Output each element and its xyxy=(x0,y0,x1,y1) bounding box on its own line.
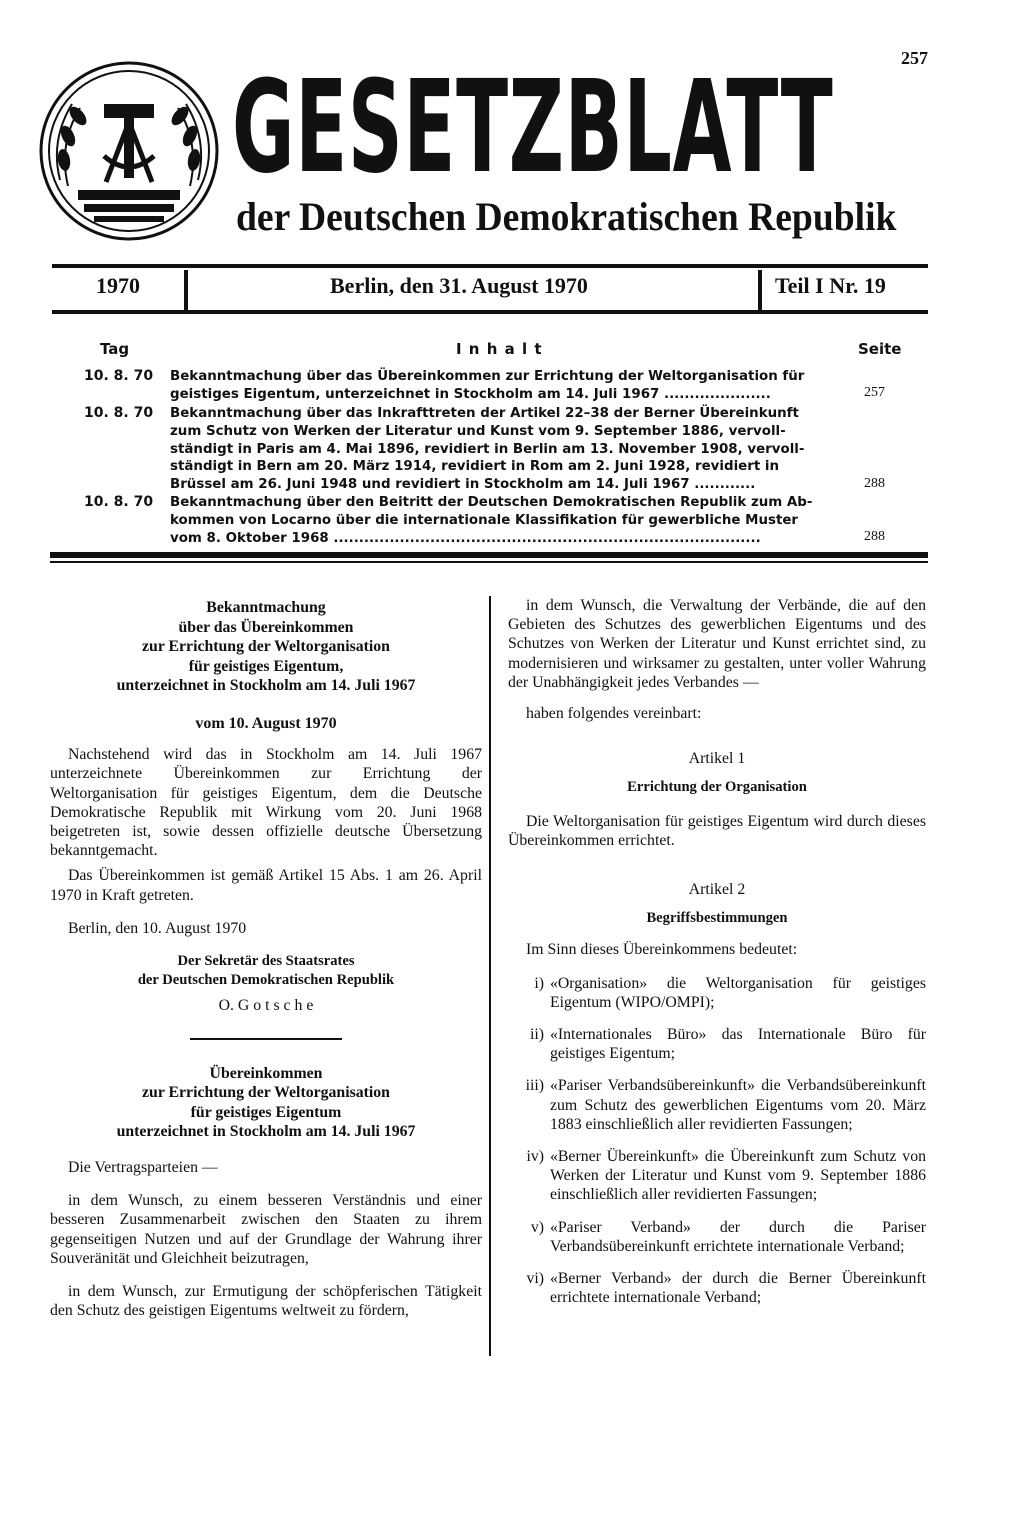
signer-title-line: Der Sekretär des Staatsrates xyxy=(177,953,355,969)
masthead-title: GESETZBLATT xyxy=(232,53,834,202)
parties-line: Die Vertragsparteien — xyxy=(68,1158,218,1176)
list-item-number: iv) xyxy=(526,1148,544,1166)
toc-entry-text xyxy=(170,494,822,547)
masthead-subtitle: der Deutschen Demokratischen Republik xyxy=(236,194,897,239)
treaty-title xyxy=(50,1064,482,1142)
article-text: Die Weltorganisation für geistiges Eigentum wird durch dieses Übereinkommen errichtet. xyxy=(508,812,926,849)
issue-date: Berlin, den 31. August 1970 xyxy=(330,273,588,298)
toc-entry-page: 288 xyxy=(864,476,885,491)
list-item-number: iii) xyxy=(525,1077,544,1095)
toc-entry-date: 10. 8. 70 xyxy=(84,494,154,510)
list-item xyxy=(508,1076,926,1134)
toc-entry-date: 10. 8. 70 xyxy=(84,405,154,421)
toc-separator-rule xyxy=(50,552,928,558)
treaty-title-line: Übereinkommen xyxy=(209,1064,323,1082)
notice-paragraph: Nachstehend wird das in Stockholm am 14. Juli 1967 unterzeichnete Übereinkommen zur Errichtung der Weltorganisation für geistiges Eigentum, dem die Deutsche Demokratische Republik mit Wirkung vom 20. Juni 1968 beigetreten ist, sowie dessen offizielle deutsche Übersetzung bekanntgemacht. xyxy=(50,746,482,860)
definition-list xyxy=(508,974,926,1308)
list-item-text: «Berner Übereinkunft» die Übereinkunft zum Schutz von Werken der Literatur und Kunst vom 9. September 1886 einschließlich aller revidierten Fassungen; xyxy=(550,1148,926,1204)
issue-year: 1970 xyxy=(96,273,140,298)
list-item-number: v) xyxy=(530,1218,544,1236)
list-item xyxy=(508,1025,926,1063)
article-label: Artikel 2 xyxy=(688,881,746,899)
list-item xyxy=(508,1218,926,1256)
toc-entry-line: kommen von Locarno über die internationale Klassifikation für gewerbliche Muster xyxy=(170,512,799,528)
article-title: Errichtung der Organisation xyxy=(627,779,807,796)
list-item-number: i) xyxy=(534,974,544,992)
recital: in dem Wunsch, zu einem besseren Verständnis und einer besseren Zusammenarbeit zwischen den Staaten zu ihrem gegenseitigen Nutzen und auf der Grundlage der Wahrung ihrer Souveränität und Gleichheit beizutragen, xyxy=(50,1192,482,1267)
list-item-text: «Organisation» die Weltorganisation für geistiges Eigentum (WIPO/OMPI); xyxy=(550,974,926,1011)
toc-entry xyxy=(70,368,898,408)
issue-bar xyxy=(52,264,928,314)
notice-paragraph: Das Übereinkommen ist gemäß Artikel 15 Abs. 1 am 26. April 1970 in Kraft getreten. xyxy=(50,867,482,904)
issue-bar-bottom-rule xyxy=(52,310,928,314)
toc-entry-text xyxy=(170,368,822,404)
notice-title-line: Bekanntmachung xyxy=(206,599,326,616)
toc-header-page: Seite xyxy=(858,340,902,358)
toc-entry-line: zum Schutz von Werken der Literatur und Kunst vom 9. September 1886, vervoll- xyxy=(170,423,786,439)
recital: in dem Wunsch, zur Ermutigung der schöpferischen Tätigkeit den Schutz des geistigen Eigentums weltweit zu fördern, xyxy=(50,1283,482,1320)
toc-entry-date: 10. 8. 70 xyxy=(84,368,154,384)
treaty-title-line: für geistiges Eigentum xyxy=(190,1103,342,1121)
toc-separator-rule-thin xyxy=(50,561,928,563)
gdr-state-emblem-icon xyxy=(38,60,220,242)
article-title: Begriffsbestimmungen xyxy=(646,910,788,927)
notice-date: vom 10. August 1970 xyxy=(195,714,337,732)
notice-title-line: unterzeichnet in Stockholm am 14. Juli 1967 xyxy=(116,677,416,695)
toc-entry-line: Brüssel am 26. Juni 1948 und revidiert in Stockholm am 14. Juli 1967 ............ xyxy=(170,477,756,493)
signer-title xyxy=(50,952,482,990)
list-item xyxy=(508,1147,926,1205)
list-item-number: vi) xyxy=(526,1270,544,1288)
recital: in dem Wunsch, die Verwaltung der Verbände, die auf den Gebieten des Schutzes des gewerblichen Eigentums und des Schutzes von Werken der Literatur und Kunst errichtet sind, zu modernisieren und wirksamer zu gestalten, unter voller Wahrung der Unabhängigkeit jedes Verbandes — xyxy=(508,597,926,691)
toc-entry-line: Bekanntmachung über das Übereinkommen zur Errichtung der Weltorganisation für xyxy=(170,369,805,384)
article-text: Im Sinn dieses Übereinkommens bedeutet: xyxy=(526,941,798,959)
issue-part: Teil I Nr. 19 xyxy=(775,273,886,298)
list-item-text: «Berner Verband» der durch die Berner Übereinkunft errichtete internationale Verband; xyxy=(550,1270,926,1307)
toc-entry-line: vom 8. Oktober 1968 .................................................................................... xyxy=(170,530,761,546)
issue-bar-divider xyxy=(758,270,762,310)
notice-title xyxy=(50,598,482,696)
toc-entry-line: ständigt in Paris am 4. Mai 1896, revidiert in Berlin am 13. November 1908, vervoll- xyxy=(170,441,805,457)
section-rule xyxy=(190,1038,342,1040)
toc-header-contents: I n h a l t xyxy=(456,340,543,358)
issue-bar-divider xyxy=(184,270,188,310)
toc-entry-line: Bekanntmachung über das Inkrafttreten der Artikel 22–38 der Berner Übereinkunft xyxy=(170,406,799,421)
notice-title-line: für geistiges Eigentum, xyxy=(188,657,344,675)
list-item-text: «Pariser Verbandsübereinkunft» die Verbandsübereinkunft zum Schutz des gewerblichen Eigentums vom 20. März 1883 einschließlich aller revidierten Fassungen; xyxy=(550,1077,926,1133)
place-date: Berlin, den 10. August 1970 xyxy=(68,919,247,937)
list-item-number: ii) xyxy=(529,1026,544,1044)
list-item xyxy=(508,1269,926,1307)
toc-header-day: Tag xyxy=(100,340,130,358)
left-column xyxy=(50,598,482,1320)
signer-name: O. G o t s c h e xyxy=(218,997,314,1015)
toc-entry xyxy=(70,405,898,497)
notice-title-line: zur Errichtung der Weltorganisation xyxy=(142,638,390,656)
treaty-title-line: unterzeichnet in Stockholm am 14. Juli 1967 xyxy=(116,1123,416,1141)
toc-entry-text xyxy=(170,405,822,494)
agreed-line: haben folgendes vereinbart: xyxy=(526,705,702,723)
column-divider xyxy=(489,596,491,1356)
toc-entry-line: Bekanntmachung über den Beitritt der Deutschen Demokratischen Republik zum Ab- xyxy=(170,495,813,510)
toc-entry-page: 288 xyxy=(864,529,885,544)
toc-entry xyxy=(70,494,898,550)
treaty-title-line: zur Errichtung der Weltorganisation xyxy=(142,1084,390,1102)
toc-entry-page: 257 xyxy=(864,385,885,400)
signer-title-line: der Deutschen Demokratischen Republik xyxy=(137,972,395,989)
issue-bar-top-rule xyxy=(52,264,928,268)
page-number: 257 xyxy=(901,48,928,68)
list-item-text: «Pariser Verband» der durch die Pariser Verbandsübereinkunft errichtete internationale Verband; xyxy=(550,1218,926,1255)
notice-title-line: über das Übereinkommen xyxy=(178,618,354,636)
toc-entry-line: ständigt in Bern am 20. März 1914, revidiert in Rom am 2. Juni 1928, revidiert in xyxy=(170,459,780,475)
right-column xyxy=(508,596,926,1307)
list-item xyxy=(508,974,926,1012)
toc-entry-line: geistiges Eigentum, unterzeichnet in Stockholm am 14. Juli 1967 ..................... xyxy=(170,386,771,402)
list-item-text: «Internationales Büro» das Internationale Büro für geistiges Eigentum; xyxy=(550,1026,926,1063)
article-label: Artikel 1 xyxy=(688,750,746,768)
